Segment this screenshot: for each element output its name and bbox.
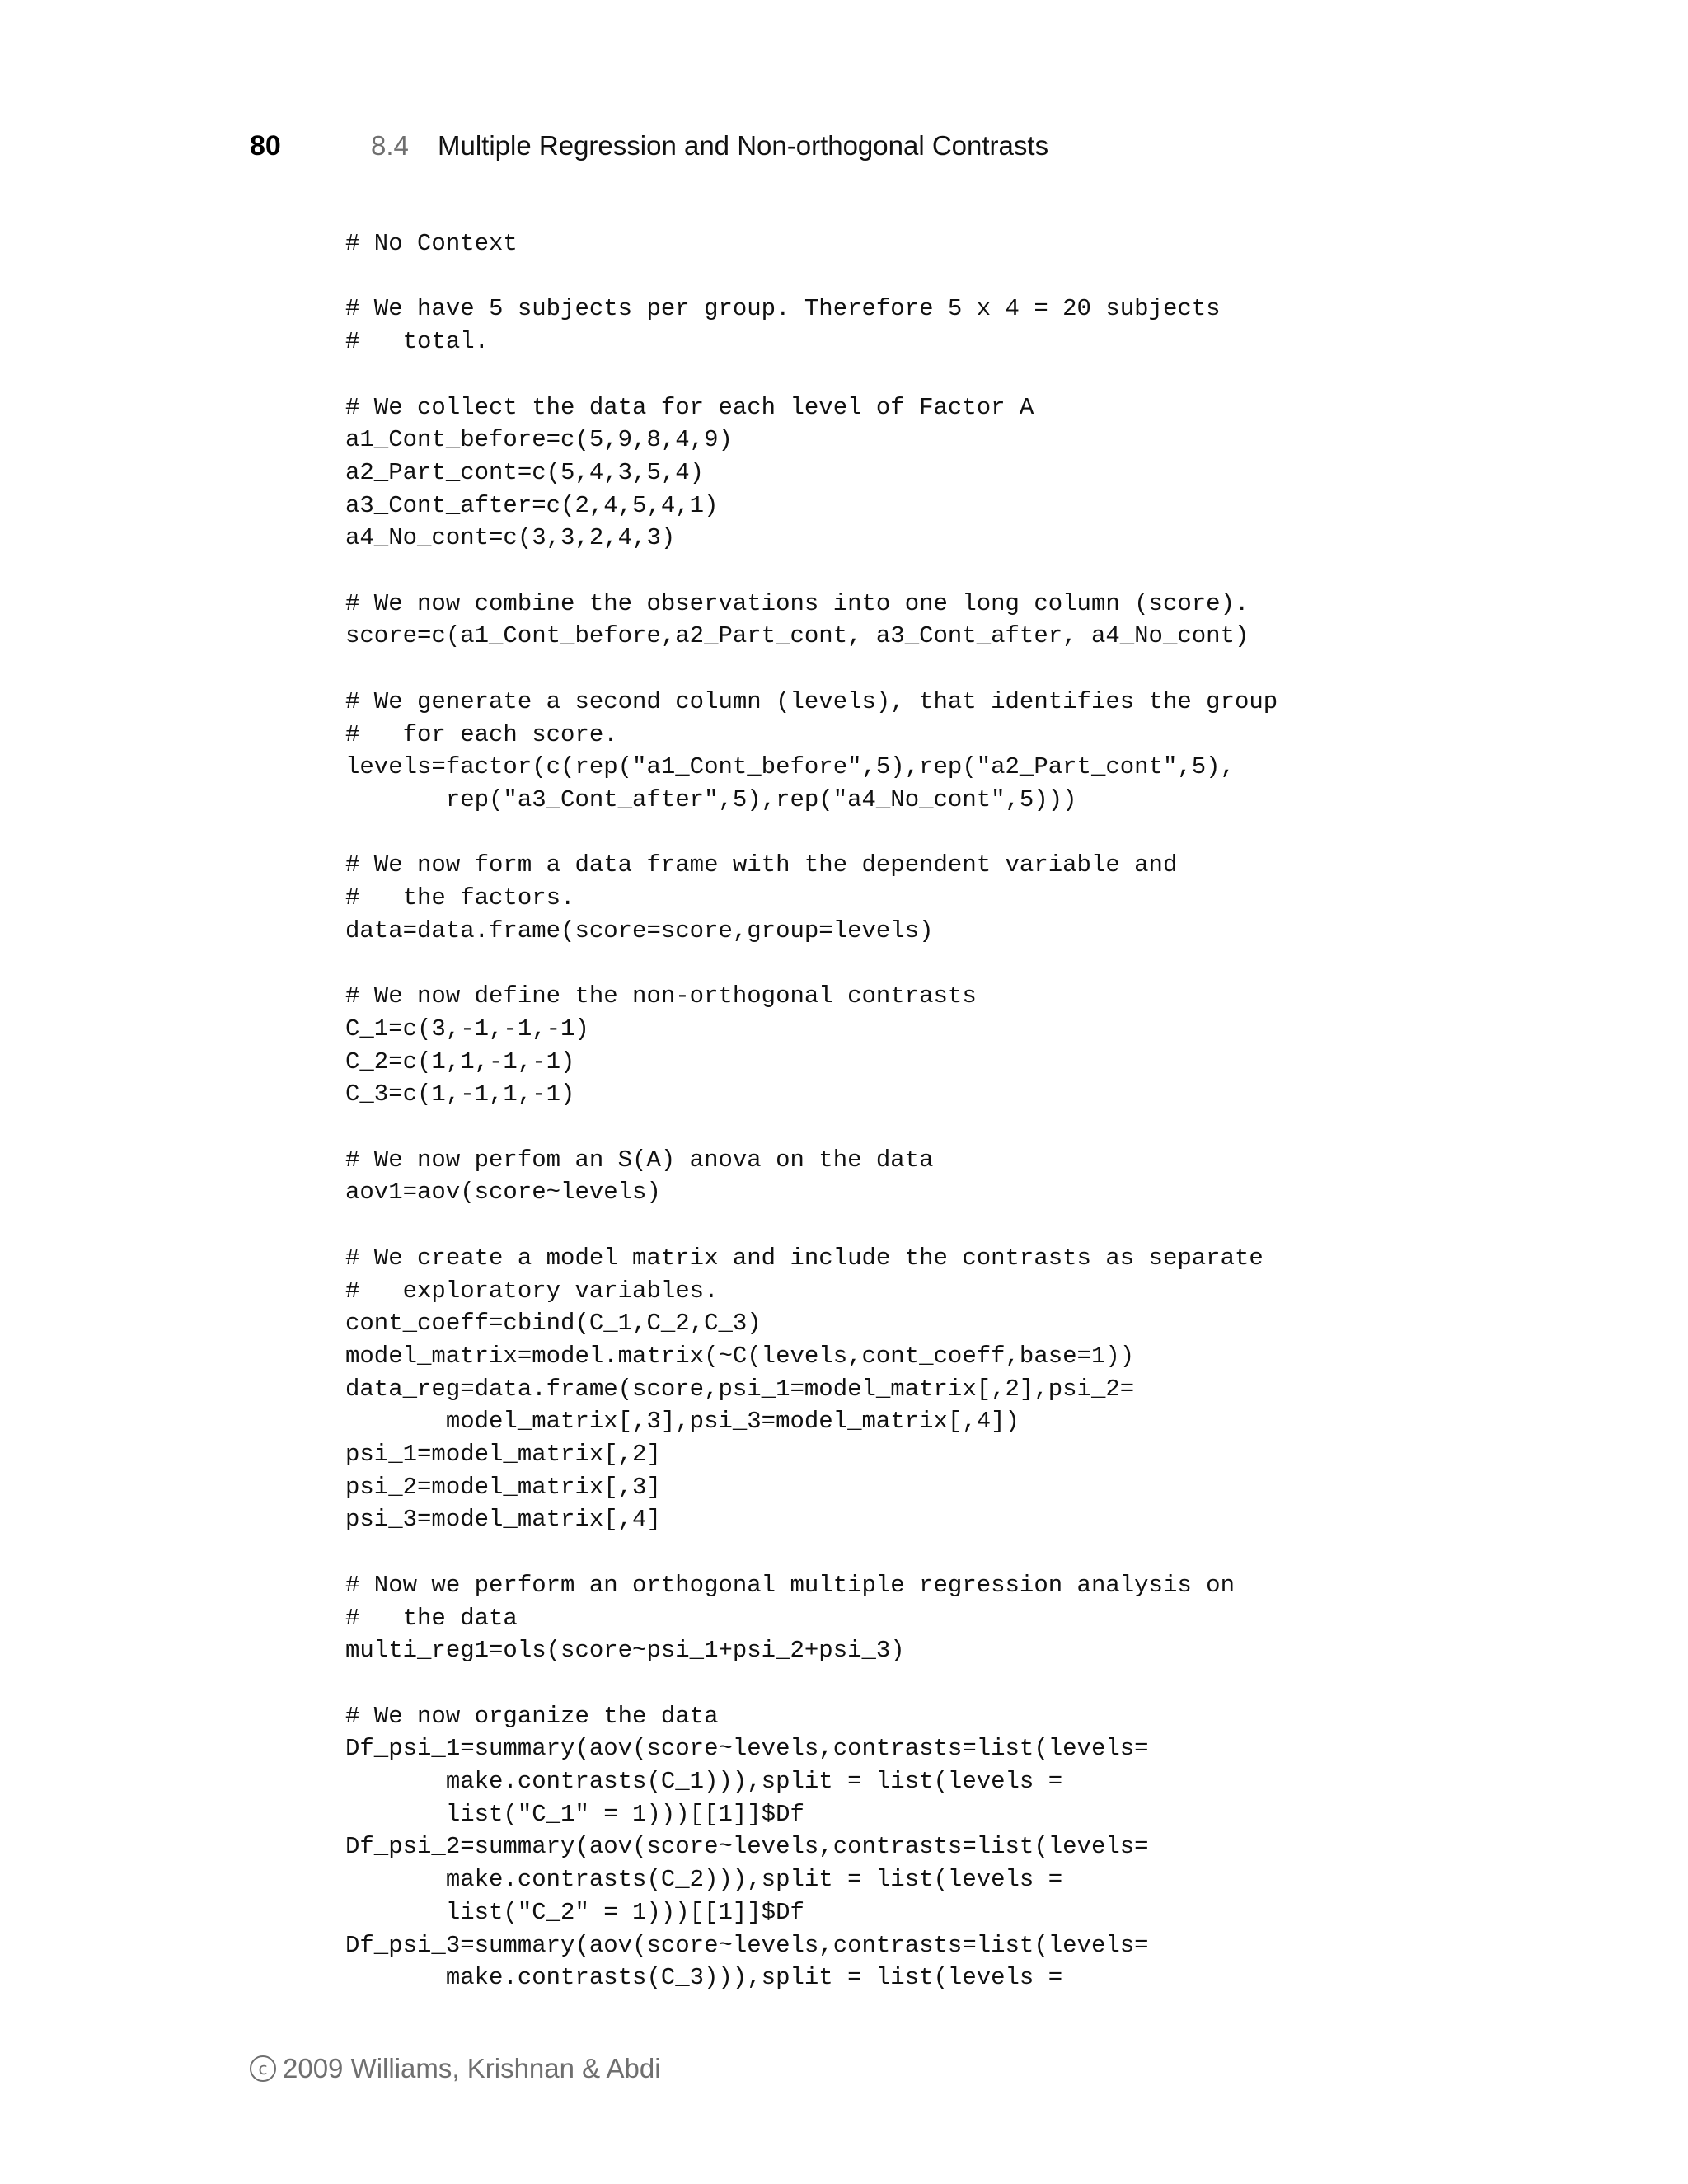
copyright-text: 2009 Williams, Krishnan & Abdi: [283, 2053, 661, 2083]
code-line: # Now we perform an orthogonal multiple regression analysis on: [345, 1571, 1235, 1599]
code-line: # We now define the non-orthogonal contrasts: [345, 982, 977, 1010]
page-number: 80: [250, 130, 281, 162]
code-line: # We have 5 subjects per group. Therefore 5 x 4 = 20 subjects: [345, 295, 1221, 323]
code-line: aov1=aov(score~levels): [345, 1179, 661, 1207]
code-line: # exploratory variables.: [345, 1277, 719, 1305]
code-line: list("C_2" = 1)))[[1]]$Df: [345, 1898, 804, 1926]
code-line: # We now organize the data: [345, 1702, 719, 1730]
code-line: # We now form a data frame with the dependent variable and: [345, 851, 1178, 879]
code-line: data_reg=data.frame(score,psi_1=model_matrix[,2],psi_2=: [345, 1375, 1135, 1403]
code-line: multi_reg1=ols(score~psi_1+psi_2+psi_3): [345, 1637, 905, 1665]
section-title: Multiple Regression and Non-orthogonal Contrasts: [438, 130, 1049, 161]
code-line: # No Context: [345, 230, 518, 257]
code-line: levels=factor(c(rep("a1_Cont_before",5),rep("a2_Part_cont",5),: [345, 753, 1235, 781]
code-line: psi_2=model_matrix[,3]: [345, 1473, 661, 1501]
section-number: 8.4: [371, 130, 409, 161]
code-line: # We now perfom an S(A) anova on the data: [345, 1146, 934, 1174]
code-line: # total.: [345, 328, 490, 356]
code-line: psi_1=model_matrix[,2]: [345, 1441, 661, 1469]
code-line: C_1=c(3,-1,-1,-1): [345, 1015, 589, 1043]
code-line: # We generate a second column (levels), that identifies the group: [345, 687, 1278, 715]
code-line: # the factors.: [345, 884, 575, 912]
code-line: # We collect the data for each level of Factor A: [345, 393, 1034, 421]
code-line: Df_psi_3=summary(aov(score~levels,contrasts=list(levels=: [345, 1931, 1149, 1959]
code-line: score=c(a1_Cont_before,a2_Part_cont, a3_Cont_after, a4_No_cont): [345, 622, 1250, 650]
page-header: [0, 125, 1688, 166]
code-line: psi_3=model_matrix[,4]: [345, 1506, 661, 1534]
code-line: Df_psi_1=summary(aov(score~levels,contrasts=list(levels=: [345, 1735, 1149, 1763]
code-line: rep("a3_Cont_after",5),rep("a4_No_cont",5))): [345, 785, 1077, 813]
code-line: list("C_1" = 1)))[[1]]$Df: [345, 1800, 804, 1828]
code-line: a1_Cont_before=c(5,9,8,4,9): [345, 426, 733, 454]
code-line: # We create a model matrix and include the contrasts as separate: [345, 1244, 1264, 1272]
code-line: # for each score.: [345, 720, 618, 748]
code-line: model_matrix[,3],psi_3=model_matrix[,4]): [345, 1408, 1020, 1436]
code-line: a4_No_cont=c(3,3,2,4,3): [345, 524, 676, 552]
code-line: Df_psi_2=summary(aov(score~levels,contrasts=list(levels=: [345, 1833, 1149, 1861]
code-line: make.contrasts(C_1))),split = list(levels =: [345, 1768, 1063, 1796]
code-line: a3_Cont_after=c(2,4,5,4,1): [345, 491, 719, 519]
code-line: C_2=c(1,1,-1,-1): [345, 1047, 575, 1076]
copyright-icon: c: [250, 2055, 276, 2082]
code-line: # the data: [345, 1604, 518, 1632]
code-line: a2_Part_cont=c(5,4,3,5,4): [345, 458, 705, 486]
r-code-listing: [345, 227, 1278, 1994]
code-line: make.contrasts(C_3))),split = list(levels =: [345, 1964, 1063, 1992]
code-line: model_matrix=model.matrix(~C(levels,cont_coeff,base=1)): [345, 1342, 1135, 1370]
code-line: # We now combine the observations into one long column (score).: [345, 589, 1250, 617]
code-line: data=data.frame(score=score,group=levels): [345, 916, 934, 944]
code-line: cont_coeff=cbind(C_1,C_2,C_3): [345, 1310, 762, 1338]
code-line: make.contrasts(C_2))),split = list(levels =: [345, 1866, 1063, 1894]
code-line: C_3=c(1,-1,1,-1): [345, 1080, 575, 1108]
page-footer: [250, 2048, 661, 2089]
